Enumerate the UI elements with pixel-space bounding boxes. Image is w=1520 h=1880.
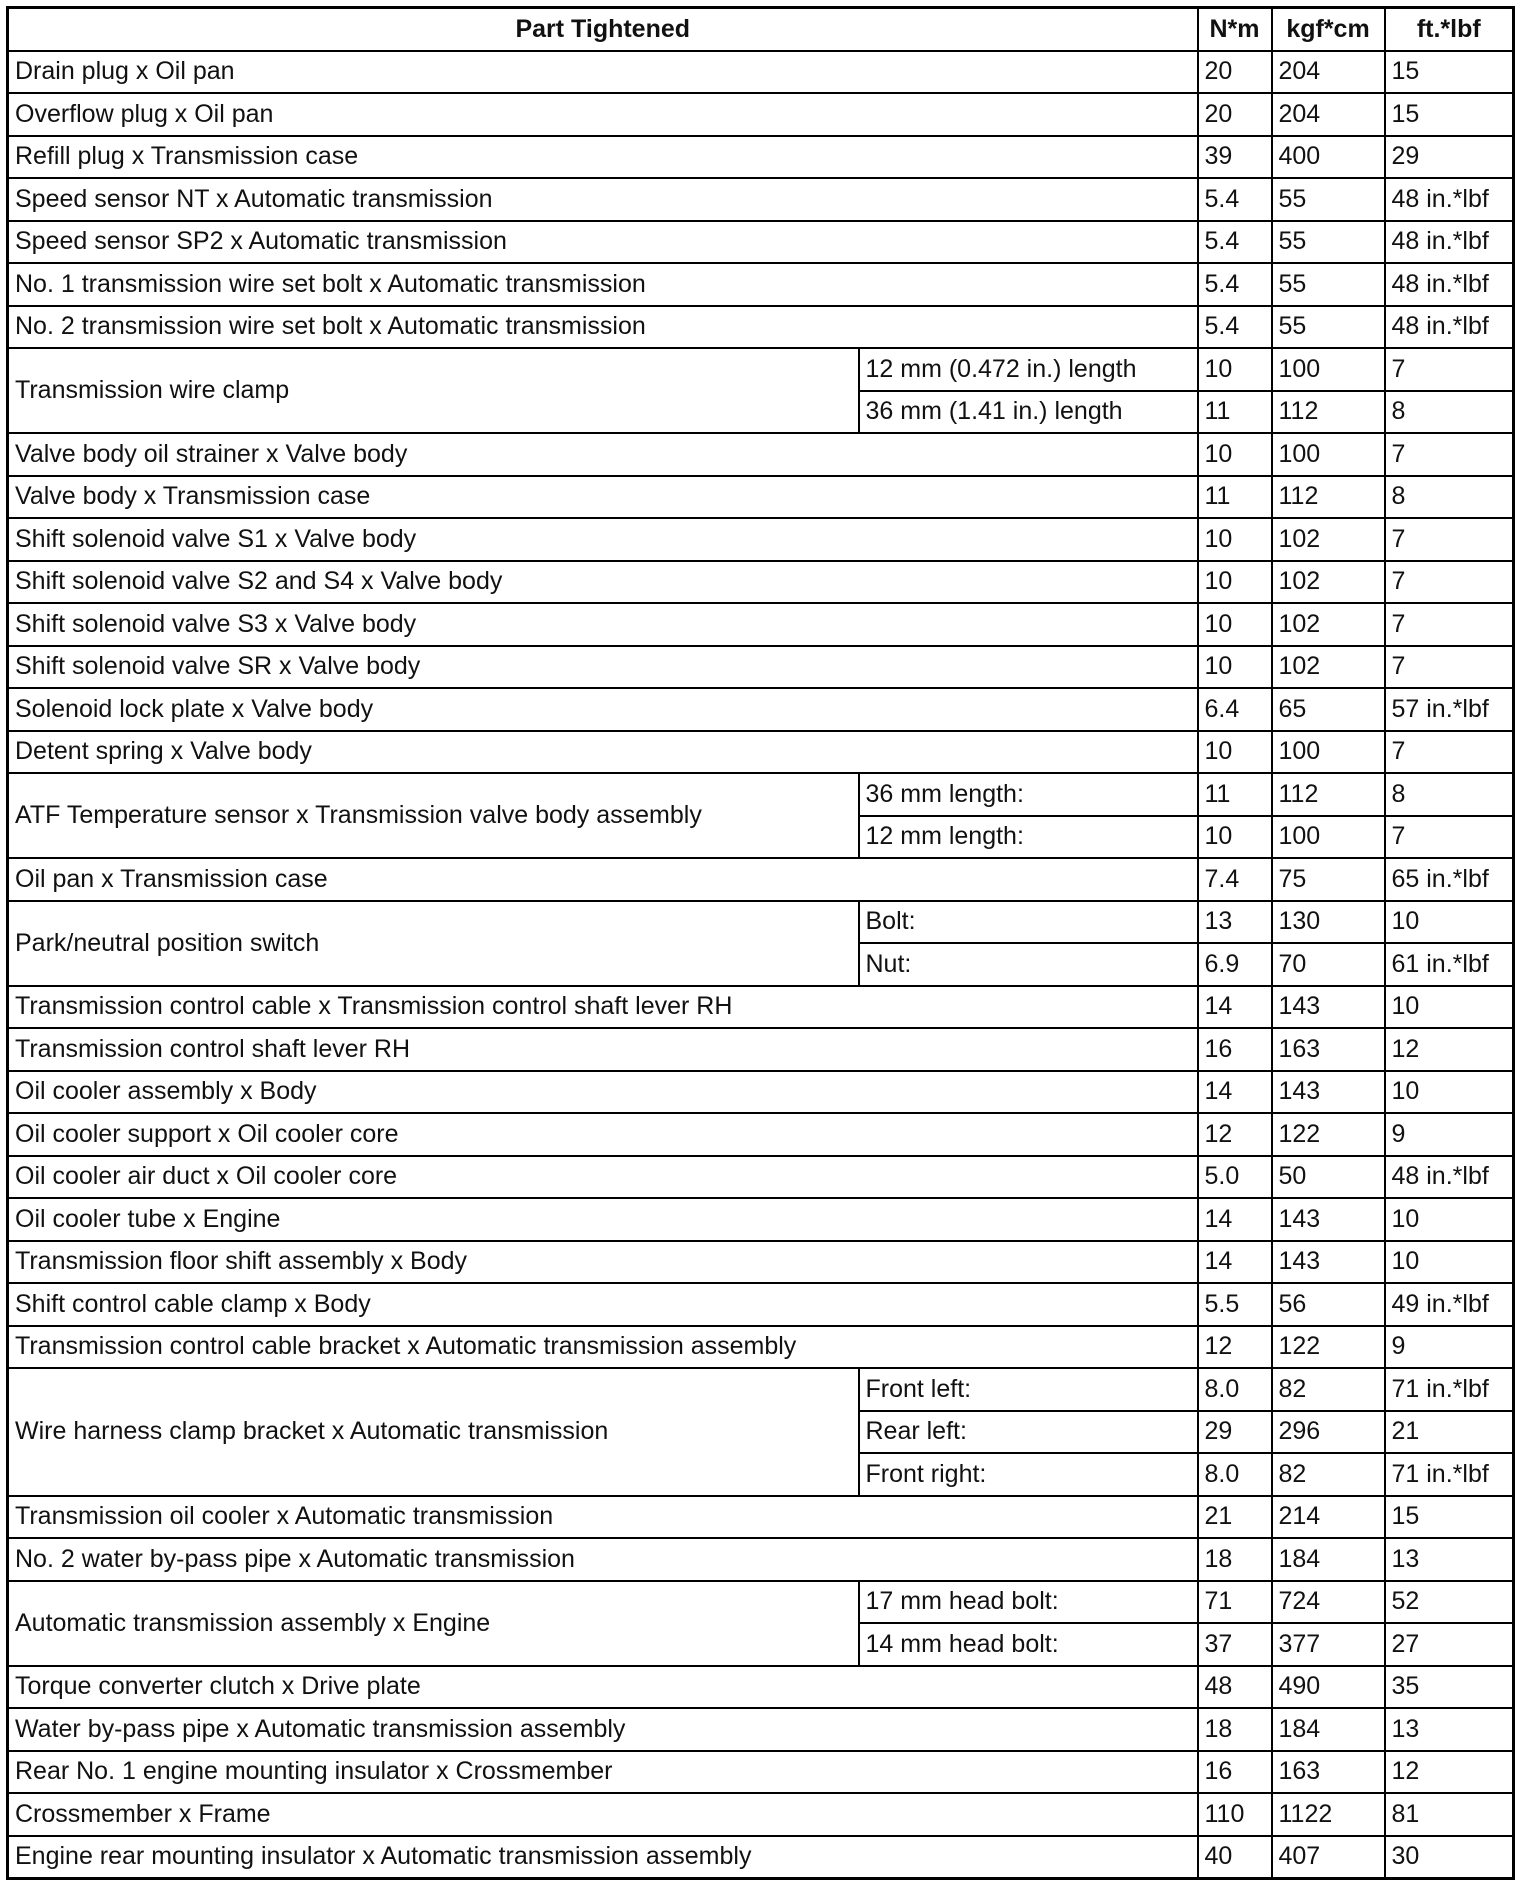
table-row <box>8 1666 1514 1709</box>
table-row <box>8 561 1514 604</box>
ft-lbf-value-cell: 8 <box>1385 391 1514 434</box>
kgf-cm-value-cell: 55 <box>1272 263 1385 306</box>
table-row <box>8 433 1514 476</box>
table-row <box>8 603 1514 646</box>
header-kgf-cm: kgf*cm <box>1272 8 1385 51</box>
ft-lbf-value-cell: 65 in.*lbf <box>1385 858 1514 901</box>
part-name-cell: Shift solenoid valve SR x Valve body <box>8 646 1198 689</box>
ft-lbf-value-cell: 7 <box>1385 731 1514 774</box>
header-row <box>8 8 1514 51</box>
part-name-cell: Drain plug x Oil pan <box>8 51 1198 94</box>
kgf-cm-value-cell: 82 <box>1272 1368 1385 1411</box>
kgf-cm-value-cell: 102 <box>1272 561 1385 604</box>
ft-lbf-value-cell: 10 <box>1385 1241 1514 1284</box>
ft-lbf-value-cell: 52 <box>1385 1581 1514 1624</box>
ft-lbf-value-cell: 10 <box>1385 986 1514 1029</box>
part-name-cell: Automatic transmission assembly x Engine <box>8 1581 859 1666</box>
sub-condition-cell: Rear left: <box>859 1411 1198 1454</box>
ft-lbf-value-cell: 15 <box>1385 51 1514 94</box>
kgf-cm-value-cell: 112 <box>1272 391 1385 434</box>
nm-value-cell: 110 <box>1198 1793 1272 1836</box>
nm-value-cell: 10 <box>1198 646 1272 689</box>
kgf-cm-value-cell: 296 <box>1272 1411 1385 1454</box>
table-row <box>8 1071 1514 1114</box>
kgf-cm-value-cell: 204 <box>1272 51 1385 94</box>
nm-value-cell: 5.4 <box>1198 306 1272 349</box>
part-name-cell: Water by-pass pipe x Automatic transmission assembly <box>8 1708 1198 1751</box>
table-row <box>8 263 1514 306</box>
kgf-cm-value-cell: 184 <box>1272 1708 1385 1751</box>
nm-value-cell: 10 <box>1198 603 1272 646</box>
kgf-cm-value-cell: 112 <box>1272 773 1385 816</box>
sub-condition-cell: 36 mm length: <box>859 773 1198 816</box>
kgf-cm-value-cell: 75 <box>1272 858 1385 901</box>
nm-value-cell: 5.4 <box>1198 221 1272 264</box>
table-row <box>8 1708 1514 1751</box>
nm-value-cell: 5.4 <box>1198 263 1272 306</box>
ft-lbf-value-cell: 29 <box>1385 136 1514 179</box>
part-name-cell: Shift solenoid valve S1 x Valve body <box>8 518 1198 561</box>
table-row <box>8 1156 1514 1199</box>
kgf-cm-value-cell: 100 <box>1272 731 1385 774</box>
ft-lbf-value-cell: 13 <box>1385 1708 1514 1751</box>
header-part-tightened: Part Tightened <box>8 8 1198 51</box>
ft-lbf-value-cell: 7 <box>1385 561 1514 604</box>
kgf-cm-value-cell: 50 <box>1272 1156 1385 1199</box>
table-row <box>8 1326 1514 1369</box>
nm-value-cell: 20 <box>1198 93 1272 136</box>
ft-lbf-value-cell: 48 in.*lbf <box>1385 1156 1514 1199</box>
ft-lbf-value-cell: 71 in.*lbf <box>1385 1368 1514 1411</box>
nm-value-cell: 14 <box>1198 1071 1272 1114</box>
table-row <box>8 136 1514 179</box>
part-name-cell: Detent spring x Valve body <box>8 731 1198 774</box>
nm-value-cell: 5.4 <box>1198 178 1272 221</box>
table-header <box>8 8 1514 51</box>
table-row <box>8 646 1514 689</box>
kgf-cm-value-cell: 82 <box>1272 1453 1385 1496</box>
header-nm: N*m <box>1198 8 1272 51</box>
table-row <box>8 348 1514 391</box>
header-ft-lbf: ft.*lbf <box>1385 8 1514 51</box>
sub-condition-cell: 12 mm length: <box>859 816 1198 859</box>
part-name-cell: Oil cooler support x Oil cooler core <box>8 1113 1198 1156</box>
nm-value-cell: 37 <box>1198 1623 1272 1666</box>
kgf-cm-value-cell: 102 <box>1272 646 1385 689</box>
ft-lbf-value-cell: 7 <box>1385 518 1514 561</box>
table-row <box>8 773 1514 816</box>
part-name-cell: Oil cooler air duct x Oil cooler core <box>8 1156 1198 1199</box>
kgf-cm-value-cell: 100 <box>1272 433 1385 476</box>
kgf-cm-value-cell: 122 <box>1272 1113 1385 1156</box>
ft-lbf-value-cell: 81 <box>1385 1793 1514 1836</box>
nm-value-cell: 7.4 <box>1198 858 1272 901</box>
ft-lbf-value-cell: 7 <box>1385 816 1514 859</box>
part-name-cell: Solenoid lock plate x Valve body <box>8 688 1198 731</box>
kgf-cm-value-cell: 163 <box>1272 1751 1385 1794</box>
table-row <box>8 1751 1514 1794</box>
ft-lbf-value-cell: 9 <box>1385 1113 1514 1156</box>
nm-value-cell: 8.0 <box>1198 1453 1272 1496</box>
kgf-cm-value-cell: 1122 <box>1272 1793 1385 1836</box>
torque-spec-table-container <box>6 6 1515 1880</box>
kgf-cm-value-cell: 163 <box>1272 1028 1385 1071</box>
nm-value-cell: 6.4 <box>1198 688 1272 731</box>
table-row <box>8 178 1514 221</box>
ft-lbf-value-cell: 30 <box>1385 1836 1514 1879</box>
table-row <box>8 221 1514 264</box>
ft-lbf-value-cell: 49 in.*lbf <box>1385 1283 1514 1326</box>
nm-value-cell: 10 <box>1198 561 1272 604</box>
nm-value-cell: 11 <box>1198 391 1272 434</box>
part-name-cell: Speed sensor NT x Automatic transmission <box>8 178 1198 221</box>
part-name-cell: Engine rear mounting insulator x Automatic transmission assembly <box>8 1836 1198 1879</box>
nm-value-cell: 10 <box>1198 816 1272 859</box>
kgf-cm-value-cell: 400 <box>1272 136 1385 179</box>
part-name-cell: Oil pan x Transmission case <box>8 858 1198 901</box>
part-name-cell: Shift control cable clamp x Body <box>8 1283 1198 1326</box>
kgf-cm-value-cell: 100 <box>1272 348 1385 391</box>
nm-value-cell: 14 <box>1198 1198 1272 1241</box>
kgf-cm-value-cell: 724 <box>1272 1581 1385 1624</box>
table-row <box>8 93 1514 136</box>
sub-condition-cell: 12 mm (0.472 in.) length <box>859 348 1198 391</box>
table-row <box>8 901 1514 944</box>
nm-value-cell: 18 <box>1198 1708 1272 1751</box>
nm-value-cell: 14 <box>1198 986 1272 1029</box>
nm-value-cell: 20 <box>1198 51 1272 94</box>
kgf-cm-value-cell: 214 <box>1272 1496 1385 1539</box>
nm-value-cell: 11 <box>1198 476 1272 519</box>
nm-value-cell: 14 <box>1198 1241 1272 1284</box>
ft-lbf-value-cell: 10 <box>1385 1071 1514 1114</box>
table-row <box>8 1198 1514 1241</box>
nm-value-cell: 18 <box>1198 1538 1272 1581</box>
ft-lbf-value-cell: 48 in.*lbf <box>1385 263 1514 306</box>
nm-value-cell: 10 <box>1198 731 1272 774</box>
part-name-cell: Shift solenoid valve S3 x Valve body <box>8 603 1198 646</box>
table-row <box>8 1496 1514 1539</box>
part-name-cell: Oil cooler assembly x Body <box>8 1071 1198 1114</box>
part-name-cell: Transmission oil cooler x Automatic transmission <box>8 1496 1198 1539</box>
nm-value-cell: 21 <box>1198 1496 1272 1539</box>
table-row <box>8 731 1514 774</box>
sub-condition-cell: Nut: <box>859 943 1198 986</box>
ft-lbf-value-cell: 7 <box>1385 603 1514 646</box>
nm-value-cell: 5.0 <box>1198 1156 1272 1199</box>
part-name-cell: Valve body x Transmission case <box>8 476 1198 519</box>
kgf-cm-value-cell: 100 <box>1272 816 1385 859</box>
nm-value-cell: 11 <box>1198 773 1272 816</box>
sub-condition-cell: 36 mm (1.41 in.) length <box>859 391 1198 434</box>
part-name-cell: Oil cooler tube x Engine <box>8 1198 1198 1241</box>
table-row <box>8 306 1514 349</box>
kgf-cm-value-cell: 56 <box>1272 1283 1385 1326</box>
table-body <box>8 51 1514 1879</box>
nm-value-cell: 40 <box>1198 1836 1272 1879</box>
part-name-cell: Transmission control shaft lever RH <box>8 1028 1198 1071</box>
part-name-cell: No. 1 transmission wire set bolt x Automatic transmission <box>8 263 1198 306</box>
sub-condition-cell: 14 mm head bolt: <box>859 1623 1198 1666</box>
part-name-cell: Valve body oil strainer x Valve body <box>8 433 1198 476</box>
table-row <box>8 1241 1514 1284</box>
ft-lbf-value-cell: 48 in.*lbf <box>1385 178 1514 221</box>
ft-lbf-value-cell: 48 in.*lbf <box>1385 306 1514 349</box>
ft-lbf-value-cell: 8 <box>1385 476 1514 519</box>
kgf-cm-value-cell: 143 <box>1272 1241 1385 1284</box>
part-name-cell: Transmission wire clamp <box>8 348 859 433</box>
part-name-cell: Torque converter clutch x Drive plate <box>8 1666 1198 1709</box>
kgf-cm-value-cell: 70 <box>1272 943 1385 986</box>
table-row <box>8 1793 1514 1836</box>
table-row <box>8 518 1514 561</box>
ft-lbf-value-cell: 7 <box>1385 646 1514 689</box>
ft-lbf-value-cell: 12 <box>1385 1751 1514 1794</box>
table-row <box>8 476 1514 519</box>
table-row <box>8 1368 1514 1411</box>
ft-lbf-value-cell: 21 <box>1385 1411 1514 1454</box>
part-name-cell: Transmission floor shift assembly x Body <box>8 1241 1198 1284</box>
nm-value-cell: 10 <box>1198 433 1272 476</box>
sub-condition-cell: Front right: <box>859 1453 1198 1496</box>
part-name-cell: Overflow plug x Oil pan <box>8 93 1198 136</box>
kgf-cm-value-cell: 490 <box>1272 1666 1385 1709</box>
kgf-cm-value-cell: 65 <box>1272 688 1385 731</box>
ft-lbf-value-cell: 12 <box>1385 1028 1514 1071</box>
nm-value-cell: 10 <box>1198 348 1272 391</box>
torque-spec-table <box>6 6 1515 1880</box>
ft-lbf-value-cell: 27 <box>1385 1623 1514 1666</box>
kgf-cm-value-cell: 102 <box>1272 603 1385 646</box>
part-name-cell: Speed sensor SP2 x Automatic transmission <box>8 221 1198 264</box>
kgf-cm-value-cell: 55 <box>1272 306 1385 349</box>
kgf-cm-value-cell: 55 <box>1272 221 1385 264</box>
table-row <box>8 51 1514 94</box>
ft-lbf-value-cell: 35 <box>1385 1666 1514 1709</box>
kgf-cm-value-cell: 143 <box>1272 1198 1385 1241</box>
table-row <box>8 1538 1514 1581</box>
kgf-cm-value-cell: 112 <box>1272 476 1385 519</box>
ft-lbf-value-cell: 7 <box>1385 433 1514 476</box>
part-name-cell: Transmission control cable x Transmission control shaft lever RH <box>8 986 1198 1029</box>
table-row <box>8 688 1514 731</box>
part-name-cell: Park/neutral position switch <box>8 901 859 986</box>
nm-value-cell: 16 <box>1198 1751 1272 1794</box>
kgf-cm-value-cell: 130 <box>1272 901 1385 944</box>
nm-value-cell: 39 <box>1198 136 1272 179</box>
kgf-cm-value-cell: 122 <box>1272 1326 1385 1369</box>
table-row <box>8 1836 1514 1879</box>
ft-lbf-value-cell: 71 in.*lbf <box>1385 1453 1514 1496</box>
nm-value-cell: 12 <box>1198 1113 1272 1156</box>
part-name-cell: Transmission control cable bracket x Automatic transmission assembly <box>8 1326 1198 1369</box>
nm-value-cell: 12 <box>1198 1326 1272 1369</box>
kgf-cm-value-cell: 143 <box>1272 986 1385 1029</box>
ft-lbf-value-cell: 9 <box>1385 1326 1514 1369</box>
sub-condition-cell: Front left: <box>859 1368 1198 1411</box>
table-row <box>8 858 1514 901</box>
ft-lbf-value-cell: 7 <box>1385 348 1514 391</box>
sub-condition-cell: Bolt: <box>859 901 1198 944</box>
nm-value-cell: 6.9 <box>1198 943 1272 986</box>
kgf-cm-value-cell: 407 <box>1272 1836 1385 1879</box>
nm-value-cell: 48 <box>1198 1666 1272 1709</box>
part-name-cell: Wire harness clamp bracket x Automatic transmission <box>8 1368 859 1496</box>
kgf-cm-value-cell: 102 <box>1272 518 1385 561</box>
kgf-cm-value-cell: 204 <box>1272 93 1385 136</box>
ft-lbf-value-cell: 48 in.*lbf <box>1385 221 1514 264</box>
ft-lbf-value-cell: 10 <box>1385 1198 1514 1241</box>
ft-lbf-value-cell: 15 <box>1385 1496 1514 1539</box>
kgf-cm-value-cell: 143 <box>1272 1071 1385 1114</box>
table-row <box>8 1113 1514 1156</box>
ft-lbf-value-cell: 8 <box>1385 773 1514 816</box>
nm-value-cell: 10 <box>1198 518 1272 561</box>
part-name-cell: No. 2 water by-pass pipe x Automatic transmission <box>8 1538 1198 1581</box>
ft-lbf-value-cell: 10 <box>1385 901 1514 944</box>
table-row <box>8 986 1514 1029</box>
ft-lbf-value-cell: 57 in.*lbf <box>1385 688 1514 731</box>
table-row <box>8 1283 1514 1326</box>
kgf-cm-value-cell: 55 <box>1272 178 1385 221</box>
nm-value-cell: 29 <box>1198 1411 1272 1454</box>
kgf-cm-value-cell: 184 <box>1272 1538 1385 1581</box>
ft-lbf-value-cell: 15 <box>1385 93 1514 136</box>
part-name-cell: Crossmember x Frame <box>8 1793 1198 1836</box>
part-name-cell: Refill plug x Transmission case <box>8 136 1198 179</box>
nm-value-cell: 16 <box>1198 1028 1272 1071</box>
ft-lbf-value-cell: 61 in.*lbf <box>1385 943 1514 986</box>
table-row <box>8 1028 1514 1071</box>
kgf-cm-value-cell: 377 <box>1272 1623 1385 1666</box>
part-name-cell: No. 2 transmission wire set bolt x Automatic transmission <box>8 306 1198 349</box>
ft-lbf-value-cell: 13 <box>1385 1538 1514 1581</box>
nm-value-cell: 71 <box>1198 1581 1272 1624</box>
nm-value-cell: 8.0 <box>1198 1368 1272 1411</box>
part-name-cell: ATF Temperature sensor x Transmission valve body assembly <box>8 773 859 858</box>
nm-value-cell: 5.5 <box>1198 1283 1272 1326</box>
nm-value-cell: 13 <box>1198 901 1272 944</box>
table-row <box>8 1581 1514 1624</box>
part-name-cell: Shift solenoid valve S2 and S4 x Valve body <box>8 561 1198 604</box>
sub-condition-cell: 17 mm head bolt: <box>859 1581 1198 1624</box>
part-name-cell: Rear No. 1 engine mounting insulator x Crossmember <box>8 1751 1198 1794</box>
